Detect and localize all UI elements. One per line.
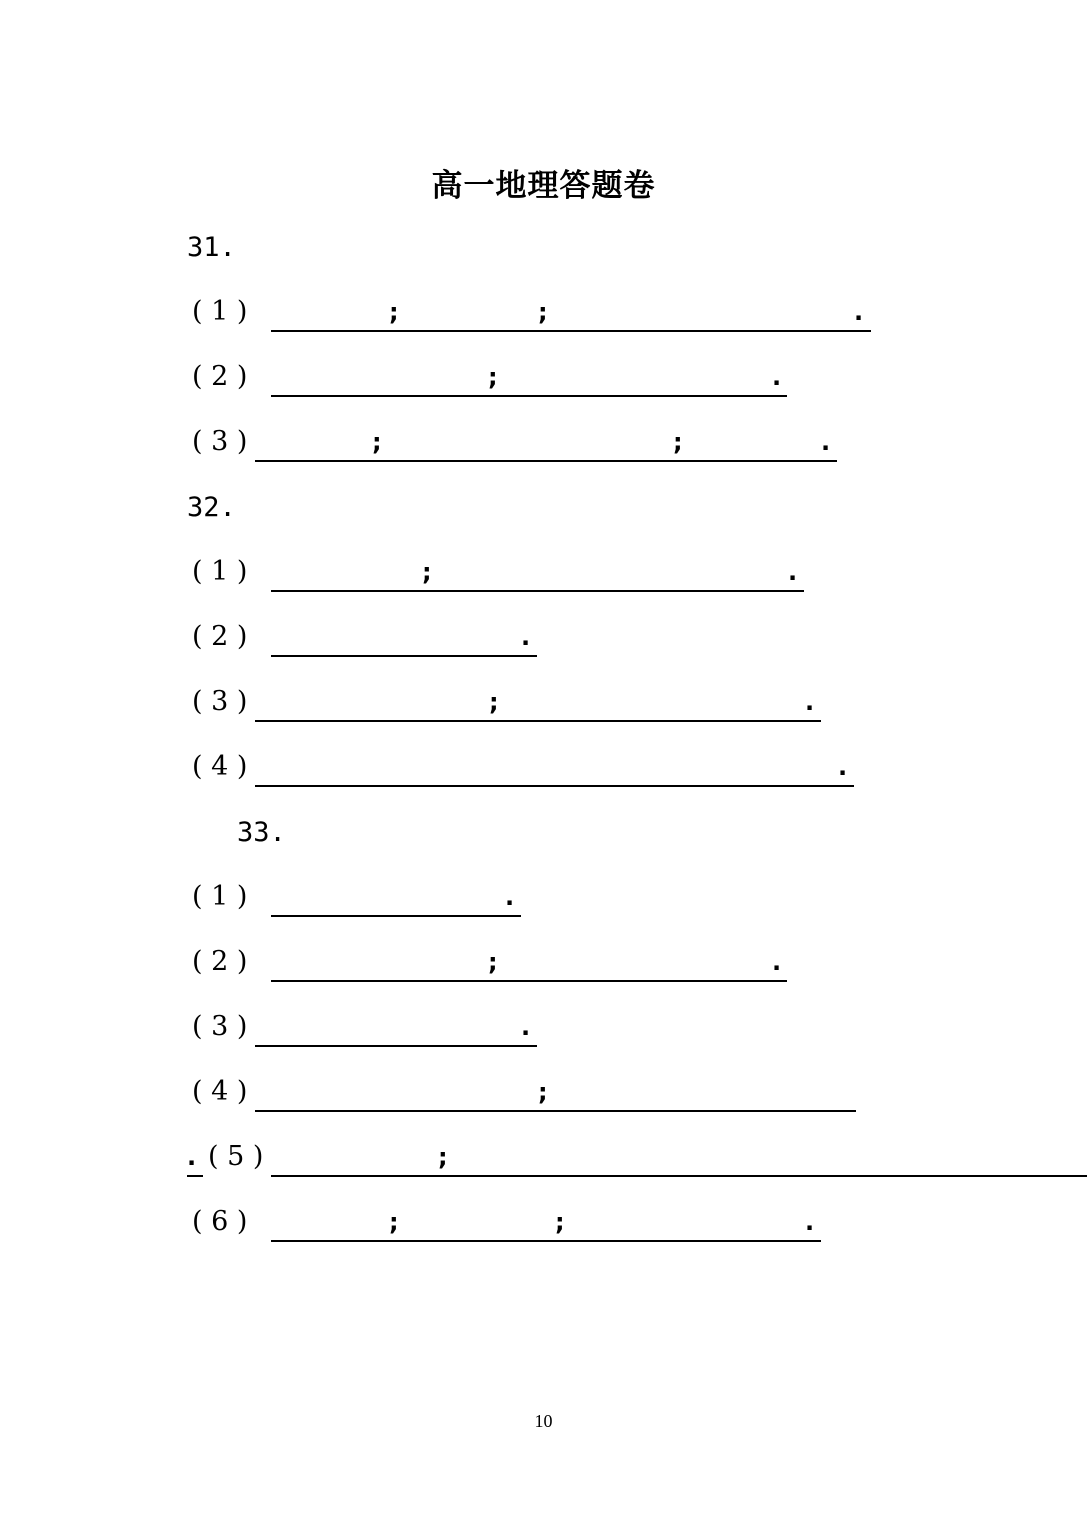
q32-part2-row: [0, 621, 1087, 661]
period: .: [854, 298, 864, 326]
q31-part2-row: [0, 361, 1087, 401]
period: .: [187, 1143, 197, 1171]
period: .: [805, 1208, 815, 1236]
period: .: [772, 948, 782, 976]
q32-part2-label: ( 2 ): [192, 621, 248, 652]
q33-part3-label: ( 3 ): [192, 1011, 248, 1042]
semicolon: ;: [389, 298, 399, 326]
semicolon: ;: [489, 688, 499, 716]
q32-part1-answer-line[interactable]: [271, 556, 804, 592]
semicolon: ;: [538, 298, 548, 326]
period: .: [788, 558, 798, 586]
q33-part1-answer-line[interactable]: [271, 881, 521, 917]
q31-part3-answer-line[interactable]: [255, 426, 837, 462]
q31-part3-row: [0, 426, 1087, 466]
q33-part2-label: ( 2 ): [192, 946, 248, 977]
page-number: 10: [534, 1411, 553, 1431]
q32-part4-row: [0, 751, 1087, 791]
q33-part1-row: [0, 881, 1087, 921]
q32-part1-row: [0, 556, 1087, 596]
q32-part3-answer-line[interactable]: [255, 686, 821, 722]
q33-part4-row: [0, 1076, 1087, 1116]
page-title: 高一地理答题卷: [431, 168, 656, 204]
q33-part6-answer-line[interactable]: [271, 1206, 821, 1242]
semicolon: ;: [438, 1143, 448, 1171]
q33-part4-label: ( 4 ): [192, 1076, 248, 1107]
q33-part2-row: [0, 946, 1087, 986]
semicolon: ;: [488, 948, 498, 976]
question-32-number: 32.: [187, 492, 236, 523]
period: .: [821, 428, 831, 456]
period: .: [521, 623, 531, 651]
semicolon: ;: [538, 1078, 548, 1106]
q32-part1-label: ( 1 ): [192, 556, 248, 587]
q31-part2-answer-line[interactable]: [271, 361, 787, 397]
question-33-number: 33.: [237, 817, 286, 848]
q33-part4-answer-line[interactable]: [255, 1076, 856, 1112]
period: .: [521, 1013, 531, 1041]
q31-part1-answer-line[interactable]: [271, 296, 871, 332]
q31-part1-label: ( 1 ): [192, 296, 248, 327]
q33-part1-label: ( 1 ): [192, 881, 248, 912]
semicolon: ;: [673, 428, 683, 456]
q32-part3-label: ( 3 ): [192, 686, 248, 717]
q33-part2-answer-line[interactable]: [271, 946, 787, 982]
q33-part6-row: [0, 1206, 1087, 1246]
q33-part5-answer-line[interactable]: [271, 1141, 1087, 1177]
q31-part2-label: ( 2 ): [192, 361, 248, 392]
period: .: [838, 753, 848, 781]
q32-part3-row: [0, 686, 1087, 726]
semicolon: ;: [555, 1208, 565, 1236]
q33-part3-row: [0, 1011, 1087, 1051]
q32-part4-answer-line[interactable]: [255, 751, 854, 787]
period: .: [805, 688, 815, 716]
q32-part2-answer-line[interactable]: [271, 621, 537, 657]
q33-part3-answer-line[interactable]: [255, 1011, 537, 1047]
semicolon: ;: [422, 558, 432, 586]
q31-part3-label: ( 3 ): [192, 426, 248, 457]
q33-part5-row: [0, 1141, 1087, 1181]
period: .: [505, 883, 515, 911]
period: .: [772, 363, 782, 391]
question-31-number: 31.: [187, 232, 236, 263]
q31-part1-row: [0, 296, 1087, 336]
semicolon: ;: [488, 363, 498, 391]
q33-part5-label: ( 5 ): [208, 1141, 264, 1172]
semicolon: ;: [389, 1208, 399, 1236]
q33-part6-label: ( 6 ): [192, 1206, 248, 1237]
q32-part4-label: ( 4 ): [192, 751, 248, 782]
semicolon: ;: [372, 428, 382, 456]
